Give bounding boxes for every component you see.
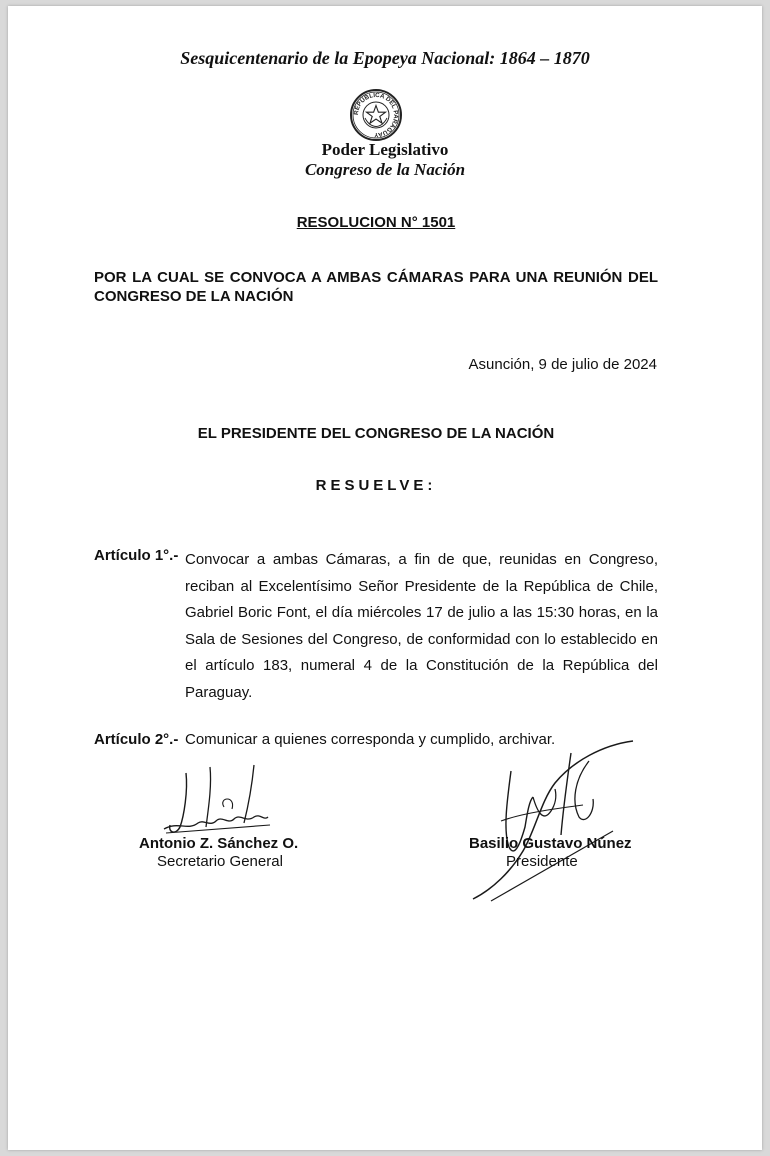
resolves-heading: RESUELVE:	[315, 477, 437, 494]
article-2-text: Comunicar a quienes corresponda y cumplido, archivar.	[185, 731, 556, 748]
congress-name: Congreso de la Nación	[304, 160, 466, 179]
document-page	[8, 6, 762, 1150]
resolution-date: Asunción, 9 de julio de 2024	[468, 356, 657, 373]
article-2-label: Artículo 2°.-	[94, 731, 179, 748]
signatory-2-name: Basilio Gustavo Núnez	[469, 835, 632, 852]
signatory-1-role: Secretario General	[157, 853, 283, 870]
seal-text: REPÚBLICA DEL PARAGUAY	[352, 91, 400, 139]
signature-president-icon	[463, 731, 643, 906]
signature-secretary-icon	[158, 761, 278, 841]
resolution-subject: POR LA CUAL SE CONVOCA A AMBAS CÁMARAS PARA UNA REUNIÓN DEL CONGRESO DE LA NACIÓN	[94, 269, 658, 305]
resolution-number: RESOLUCION N° 1501	[296, 214, 456, 231]
national-seal-icon	[349, 88, 403, 142]
commemorative-motto: Sesquicentenario de la Epopeya Nacional: 1864 – 1870	[180, 48, 590, 68]
signatory-2-role: Presidente	[506, 853, 578, 870]
issuer-title: EL PRESIDENTE DEL CONGRESO DE LA NACIÓN	[197, 425, 555, 442]
signatory-1-name: Antonio Z. Sánchez O.	[139, 835, 299, 852]
article-1-label: Artículo 1°.-	[94, 547, 179, 564]
article-1-text: Convocar a ambas Cámaras, a fin de que, reunidas en Congreso, reciban al Excelentísimo Señor Presidente de la República de Chile, Gabriel Boric Font, el día miércoles 17 de julio a las 15:30 horas, en la Sala de Sesiones del Congreso, de conformidad con lo establecido en el artículo 183, numeral 4 de la Constitución de la República del Paraguay.	[185, 551, 658, 701]
institution-name: Poder Legislativo	[321, 140, 449, 159]
